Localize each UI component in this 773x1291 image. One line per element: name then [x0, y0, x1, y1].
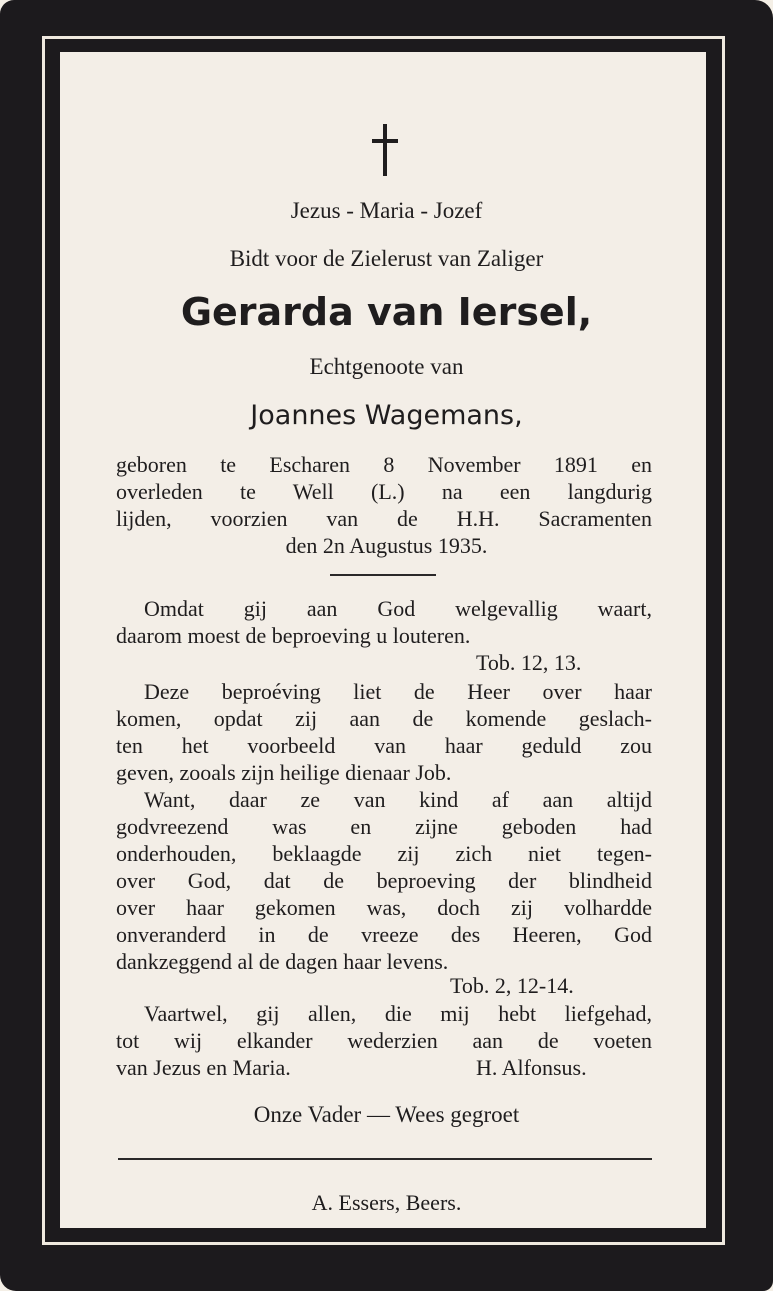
bio-line: overleden te Well (L.) na een langdurig	[116, 479, 652, 504]
bio-line: den 2n Augustus 1935.	[285, 533, 488, 558]
scripture-ref: Tob. 12, 13.	[476, 650, 582, 675]
bio-line: lijden, voorzien van de H.H. Sacramenten	[116, 506, 652, 531]
spouse-name: Joannes Wagemans,	[250, 400, 523, 431]
text-line: godvreezend was en zijne geboden had	[116, 814, 652, 839]
text-line: Deze beproéving liet de Heer over haar	[144, 679, 652, 704]
closing-prayer: Onze Vader — Wees gegroet	[253, 1102, 520, 1127]
text-line: tot wij elkander wederzien aan de voeten	[116, 1028, 652, 1053]
cross-icon	[370, 124, 400, 176]
holy-names: Jezus - Maria - Jozef	[290, 198, 483, 223]
footer-rule	[118, 1158, 652, 1160]
divider	[330, 574, 436, 576]
printer-credit: A. Essers, Beers.	[311, 1190, 462, 1215]
text-line: daarom moest de beproeving u louteren.	[116, 623, 471, 648]
text-line: geven, zooals zijn heilige dienaar Job.	[116, 760, 452, 785]
bio-line: geboren te Escharen 8 November 1891 en	[116, 452, 652, 477]
scripture-ref: Tob. 2, 12-14.	[450, 973, 574, 998]
text-line: over haar gekomen was, doch zij volhardde	[116, 895, 652, 920]
text-line: komen, opdat zij aan de komende geslach-	[116, 706, 652, 731]
prayer-line: Bidt voor de Zielerust van Zaliger	[229, 246, 544, 271]
text-line: over God, dat de beproeving der blindheid	[116, 868, 652, 893]
text-line: onveranderd in de vreeze des Heeren, God	[116, 922, 652, 947]
text-line: Omdat gij aan God welgevallig waart,	[144, 596, 652, 621]
scripture-ref: H. Alfonsus.	[476, 1055, 587, 1080]
text-line: dankzeggend al de dagen haar levens.	[116, 949, 449, 974]
text-line: van Jezus en Maria.	[116, 1055, 291, 1080]
text-line: onderhouden, beklaagde zij zich niet tegen-	[116, 841, 652, 866]
relation-line: Echtgenoote van	[309, 354, 464, 379]
text-line: Want, daar ze van kind af aan altijd	[144, 787, 652, 812]
text-line: ten het voorbeeld van haar geduld zou	[116, 733, 652, 758]
text-line: Vaartwel, gij allen, die mij hebt liefgehad,	[144, 1001, 652, 1026]
deceased-name: Gerarda van Iersel,	[180, 290, 593, 334]
